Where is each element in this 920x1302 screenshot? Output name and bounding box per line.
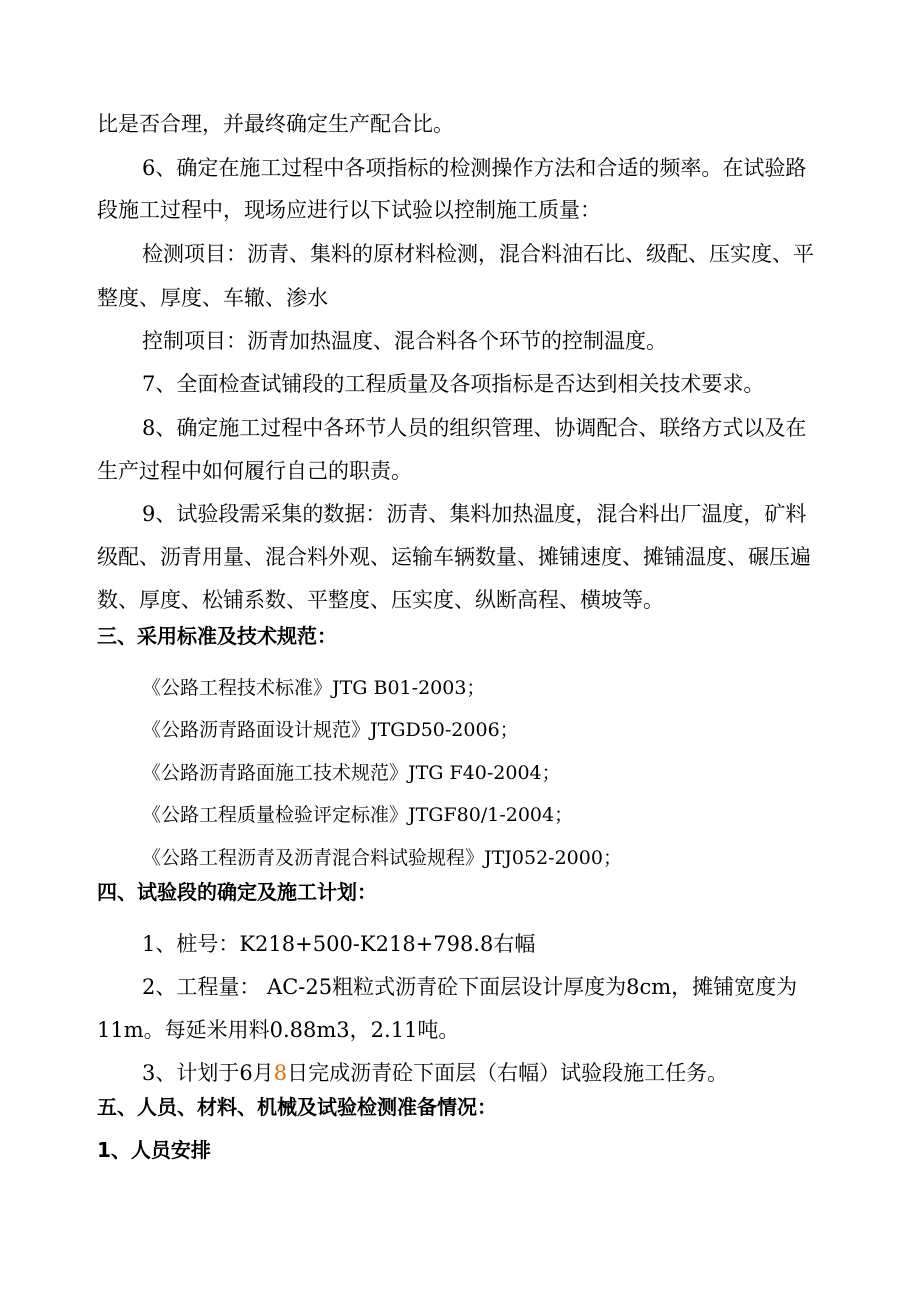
standard-item: 《公路沥青路面施工技术规范》JTG F40-2004； — [142, 762, 561, 784]
plan-item-3 — [142, 1059, 728, 1087]
paragraph-item-9-cont2: 数、厚度、松铺系数、平整度、压实度、纵断高程、横坡等。 — [97, 588, 664, 612]
plan-item-1: 1、桩号：K218+500-K218+798.8右幅 — [142, 932, 536, 956]
plan-item-2: 2、工程量： AC-25粗粒式沥青砼下面层设计厚度为8cm，摊铺宽度为 — [142, 975, 798, 999]
plan-item-3-suffix: 日完成沥青砼下面层（右幅）试验段施工任务。 — [287, 1061, 729, 1085]
detect-items: 检测项目：沥青、集料的原材料检测，混合料油石比、级配、压实度、平 — [142, 242, 814, 266]
paragraph-item-8-cont: 生产过程中如何履行自己的职责。 — [97, 459, 412, 483]
control-items: 控制项目：沥青加热温度、混合料各个环节的控制温度。 — [142, 329, 667, 353]
paragraph-item-6-cont: 段施工过程中，现场应进行以下试验以控制施工质量： — [97, 198, 601, 222]
standard-item: 《公路工程技术标准》JTG B01-2003； — [142, 677, 486, 699]
plan-item-3-day: 8 — [273, 1061, 288, 1085]
section-3-heading: 三、采用标准及技术规范： — [97, 624, 337, 648]
paragraph-item-7: 7、全面检查试铺段的工程质量及各项指标是否达到相关技术要求。 — [142, 372, 765, 396]
section-4-heading: 四、试验段的确定及施工计划： — [97, 880, 377, 904]
paragraph-item-8: 8、确定施工过程中各环节人员的组织管理、协调配合、联络方式以及在 — [142, 416, 807, 440]
detect-items-cont: 整度、厚度、车辙、渗水 — [97, 286, 328, 310]
standard-item: 《公路工程质量检验评定标准》JTGF80/1-2004； — [142, 804, 574, 826]
standard-item: 《公路沥青路面设计规范》JTGD50-2006； — [142, 719, 519, 741]
plan-item-2-cont: 11m。每延米用料0.88m3，2.11吨。 — [97, 1018, 460, 1042]
paragraph-item-9-cont: 级配、沥青用量、混合料外观、运输车辆数量、摊铺速度、摊铺温度、碾压遍 — [97, 545, 811, 569]
plan-item-3-prefix: 3、计划于6月 — [142, 1061, 274, 1085]
paragraph-continuation: 比是否合理，并最终确定生产配合比。 — [97, 112, 454, 136]
standard-item: 《公路工程沥青及沥青混合料试验规程》JTJ052-2000； — [142, 847, 622, 869]
paragraph-item-9: 9、试验段需采集的数据：沥青、集料加热温度，混合料出厂温度，矿料 — [142, 502, 807, 526]
section-5-subheading: 1、人员安排 — [97, 1138, 211, 1162]
paragraph-item-6: 6、确定在施工过程中各项指标的检测操作方法和合适的频率。在试验路 — [142, 156, 807, 180]
section-5-heading: 五、人员、材料、机械及试验检测准备情况： — [97, 1095, 497, 1119]
